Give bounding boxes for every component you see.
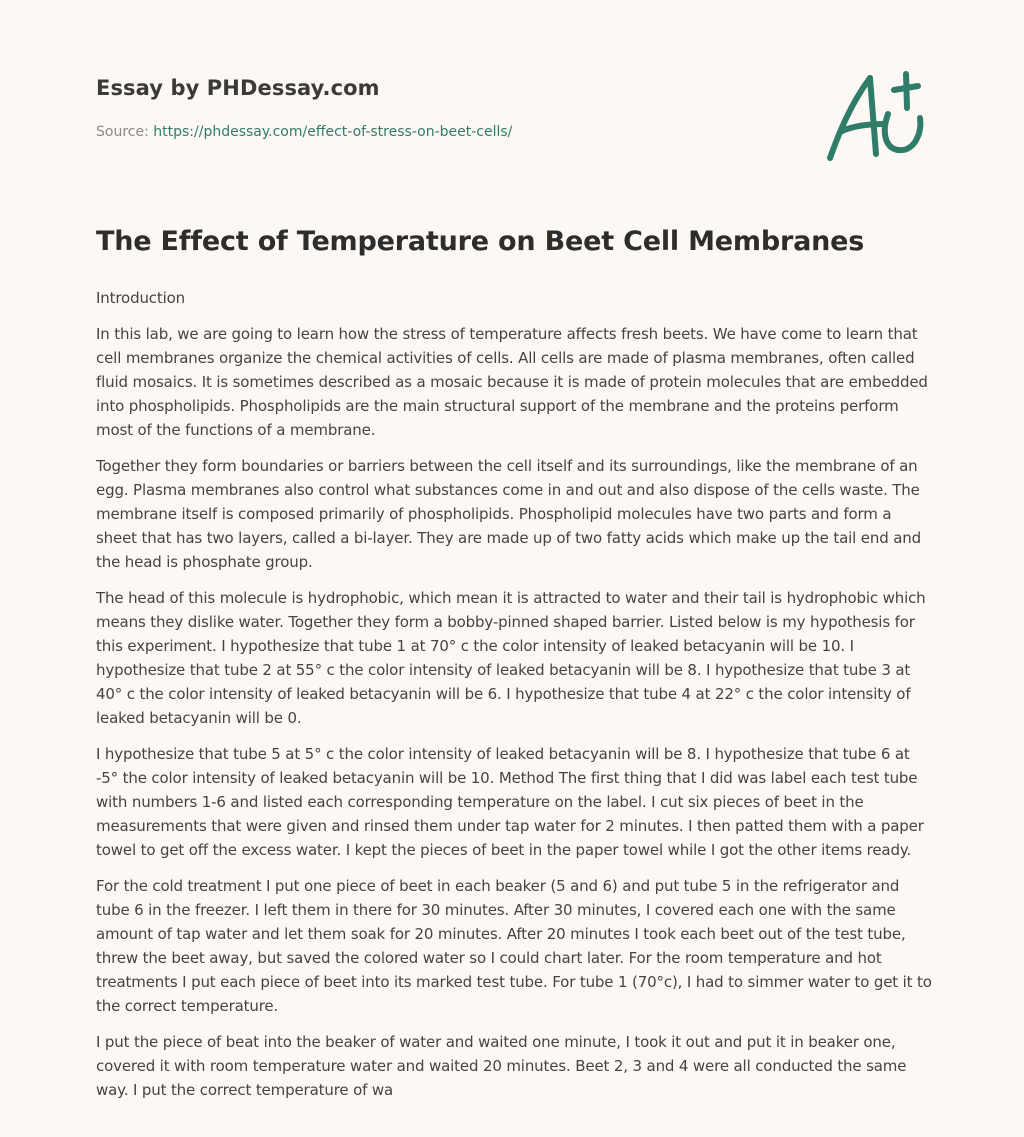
paragraph: I put the piece of beat into the beaker of water and waited one minute, I took it out and put it in beaker one, covered it with room temperature water and waited 20 minutes. Beet 2, 3 and 4 were all conducted the same way. I put the correct temperature of wa xyxy=(96,1033,907,1099)
source-label: Source: xyxy=(96,124,149,140)
paragraph: For the cold treatment I put one piece of beet in each beaker (5 and 6) and put tube 5 in the refrigerator and tube 6 in the freezer. I left them in there for 30 minutes. After 30 minutes, I covered each one with the same amount of tap water and let them soak for 20 minutes. After 20 minutes I took each beet out of the test tube, threw the beet away, but saved the colored water so I could chart later. For the room temperature and hot treatments I put each piece of beet into its marked test tube. For tube 1 (70°c), I had to simmer water to get it to the correct temperature. xyxy=(96,877,932,1015)
paragraph: Together they form boundaries or barriers between the cell itself and its surroundings, like the membrane of an egg. Plasma membranes also control what substances come in and out and also dispose of the cells waste. The membrane itself is composed primarily of phospholipids. Phospholipid molecules have two parts and form a sheet that has two layers, called a bi-layer. They are made up of two fatty acids which make up the tail end and the head is phosphate group. xyxy=(96,457,921,571)
paragraph: The head of this molecule is hydrophobic, which mean it is attracted to water and their tail is hydrophobic which means they dislike water. Together they form a bobby-pinned shaped barrier. Listed below is my hypothesis for this experiment. I hypothesize that tube 1 at 70° c the color intensity of leaked betacyanin will be 10. I hypothesize that tube 2 at 55° c the color intensity of leaked betacyanin will be 8. I hypothesize that tube 3 at 40° c the color intensity of leaked betacyanin will be 6. I hypothesize that tube 4 at 22° c the color intensity of leaked betacyanin will be 0. xyxy=(96,589,926,727)
source-line xyxy=(96,124,512,140)
a-plus-logo-icon xyxy=(822,68,928,164)
paragraph: In this lab, we are going to learn how the stress of temperature affects fresh beets. We have come to learn that cell membranes organize the chemical activities of cells. All cells are made of plasma membranes, often called fluid mosaics. It is sometimes described as a mosaic because it is made of protein molecules that are embedded into phospholipids. Phospholipids are the main structural support of the membrane and the proteins perform most of the functions of a membrane. xyxy=(96,325,928,439)
paragraph: I hypothesize that tube 5 at 5° c the color intensity of leaked betacyanin will be 8. I hypothesize that tube 6 at -5° the color intensity of leaked betacyanin will be 10. Method The first thing that I did was label each test tube with numbers 1-6 and listed each corresponding temperature on the label. I cut six pieces of beet in the measurements that were given and rinsed them under tap water for 2 minutes. I then patted them with a paper towel to get off the excess water. I kept the pieces of beet in the paper towel while I got the other items ready. xyxy=(96,745,924,859)
essay-body xyxy=(96,286,934,1114)
essay-title: The Effect of Temperature on Beet Cell Membranes xyxy=(96,226,865,257)
section-label: Introduction xyxy=(96,289,186,307)
source-link[interactable]: https://phdessay.com/effect-of-stress-on-beet-cells/ xyxy=(153,124,513,140)
site-title: Essay by PHDessay.com xyxy=(96,76,380,100)
